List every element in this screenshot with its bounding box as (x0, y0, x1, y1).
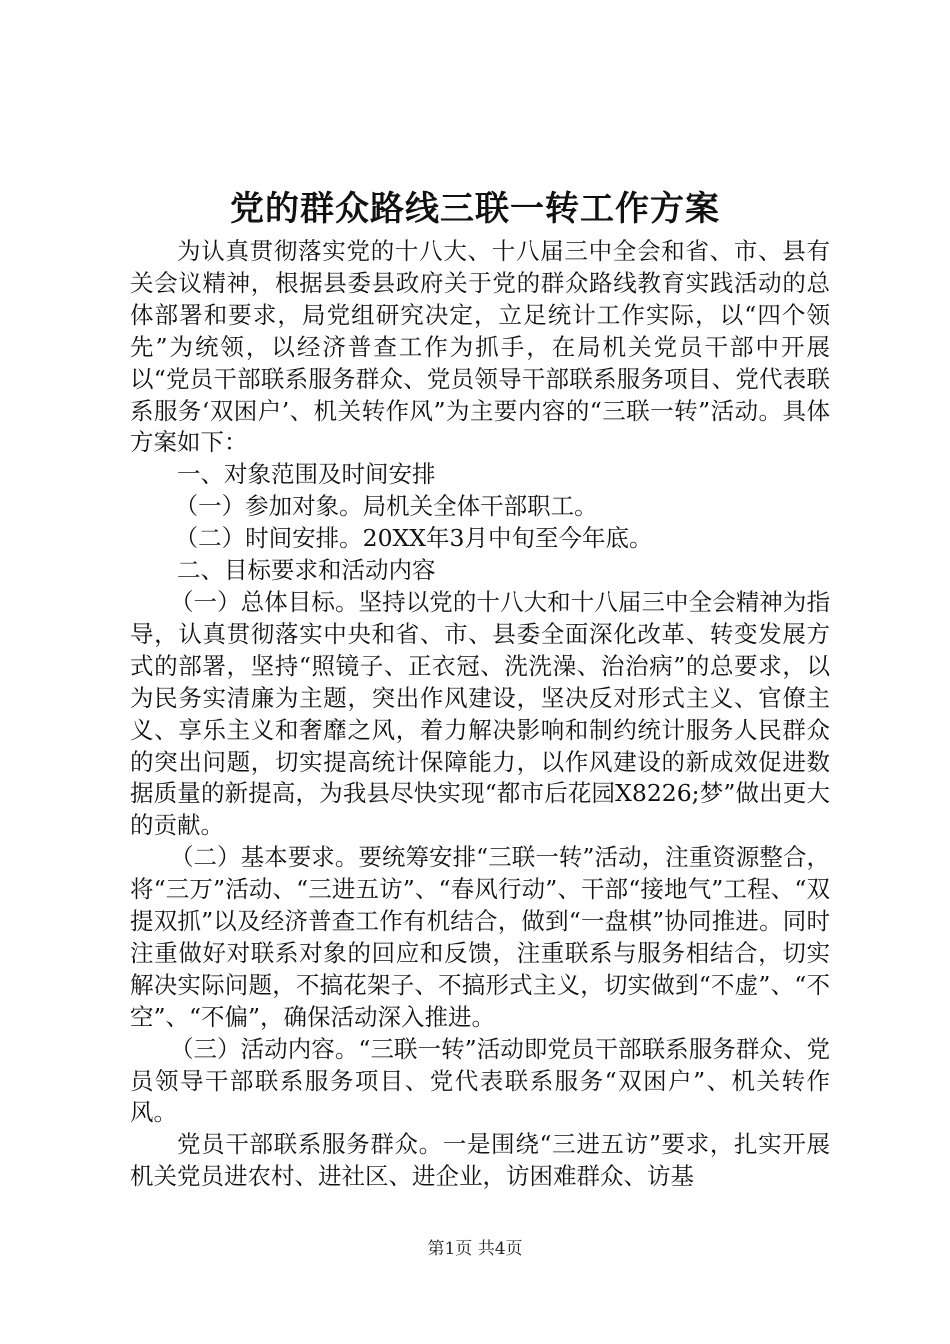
paragraph-overall-goal: （一）总体目标。坚持以党的十八大和十八届三中全会精神为指导，认真贯彻落实中央和省、市、县委全面深化改革、转变发展方式的部署，坚持“照镜子、正衣冠、洗洗澡、治治病”的总要求，以为民务实清廉为主题，突出作风建设，坚决反对形式主义、官僚主义、享乐主义和奢靡之风，着力解决影响和制约统计服务人民群众的突出问题，切实提高统计保障能力，以作风建设的新成效促进数据质量的新提高，为我县尽快实现“都市后花园X8226;梦”做出更大的贡献。 (130, 587, 830, 840)
paragraph-intro: 为认真贯彻落实党的十八大、十八届三中全会和省、市、县有关会议精神，根据县委县政府关于党的群众路线教育实践活动的总体部署和要求，局党组研究决定，立足统计工作实际，以“四个领先”为统领，以经济普查工作为抓手，在局机关党员干部中开展以“党员干部联系服务群众、党员领导干部联系服务项目、党代表联系服务‘双困户’、机关转作风”为主要内容的“三联一转”活动。具体方案如下： (130, 237, 830, 457)
page-footer: 第1页 共4页 (427, 1239, 523, 1259)
paragraph-basic-requirements: （二）基本要求。要统筹安排“三联一转”活动，注重资源整合，将“三万”活动、“三进五访”、“春风行动”、干部“接地气”工程、“双提双抓”以及经济普查工作有机结合，做到“一盘棋”协同推进。同时注重做好对联系对象的回应和反馈，注重联系与服务相结合，切实解决实际问题，不搞花架子、不搞形式主义，切实做到“不虚”、“不空”、“不偏”，确保活动深入推进。 (130, 843, 830, 1031)
paragraph-cadre-service: 党员干部联系服务群众。一是围绕“三进五访”要求，扎实开展机关党员进农村、进社区、进企业，访困难群众、访基 (130, 1130, 830, 1191)
paragraph-participants: （一）参加对象。局机关全体干部职工。 (174, 492, 598, 521)
paragraph-schedule: （二）时间安排。20XX年3月中旬至今年底。 (174, 524, 653, 553)
heading-section-2: 二、目标要求和活动内容 (177, 556, 436, 585)
heading-section-1: 一、对象范围及时间安排 (177, 460, 436, 489)
document-body (130, 236, 830, 1193)
paragraph-activity-content: （三）活动内容。“三联一转”活动即党员干部联系服务群众、党员领导干部联系服务项目、党代表联系服务“双困户”、机关转作风。 (130, 1034, 830, 1127)
document-title: 党的群众路线三联一转工作方案 (230, 189, 720, 229)
